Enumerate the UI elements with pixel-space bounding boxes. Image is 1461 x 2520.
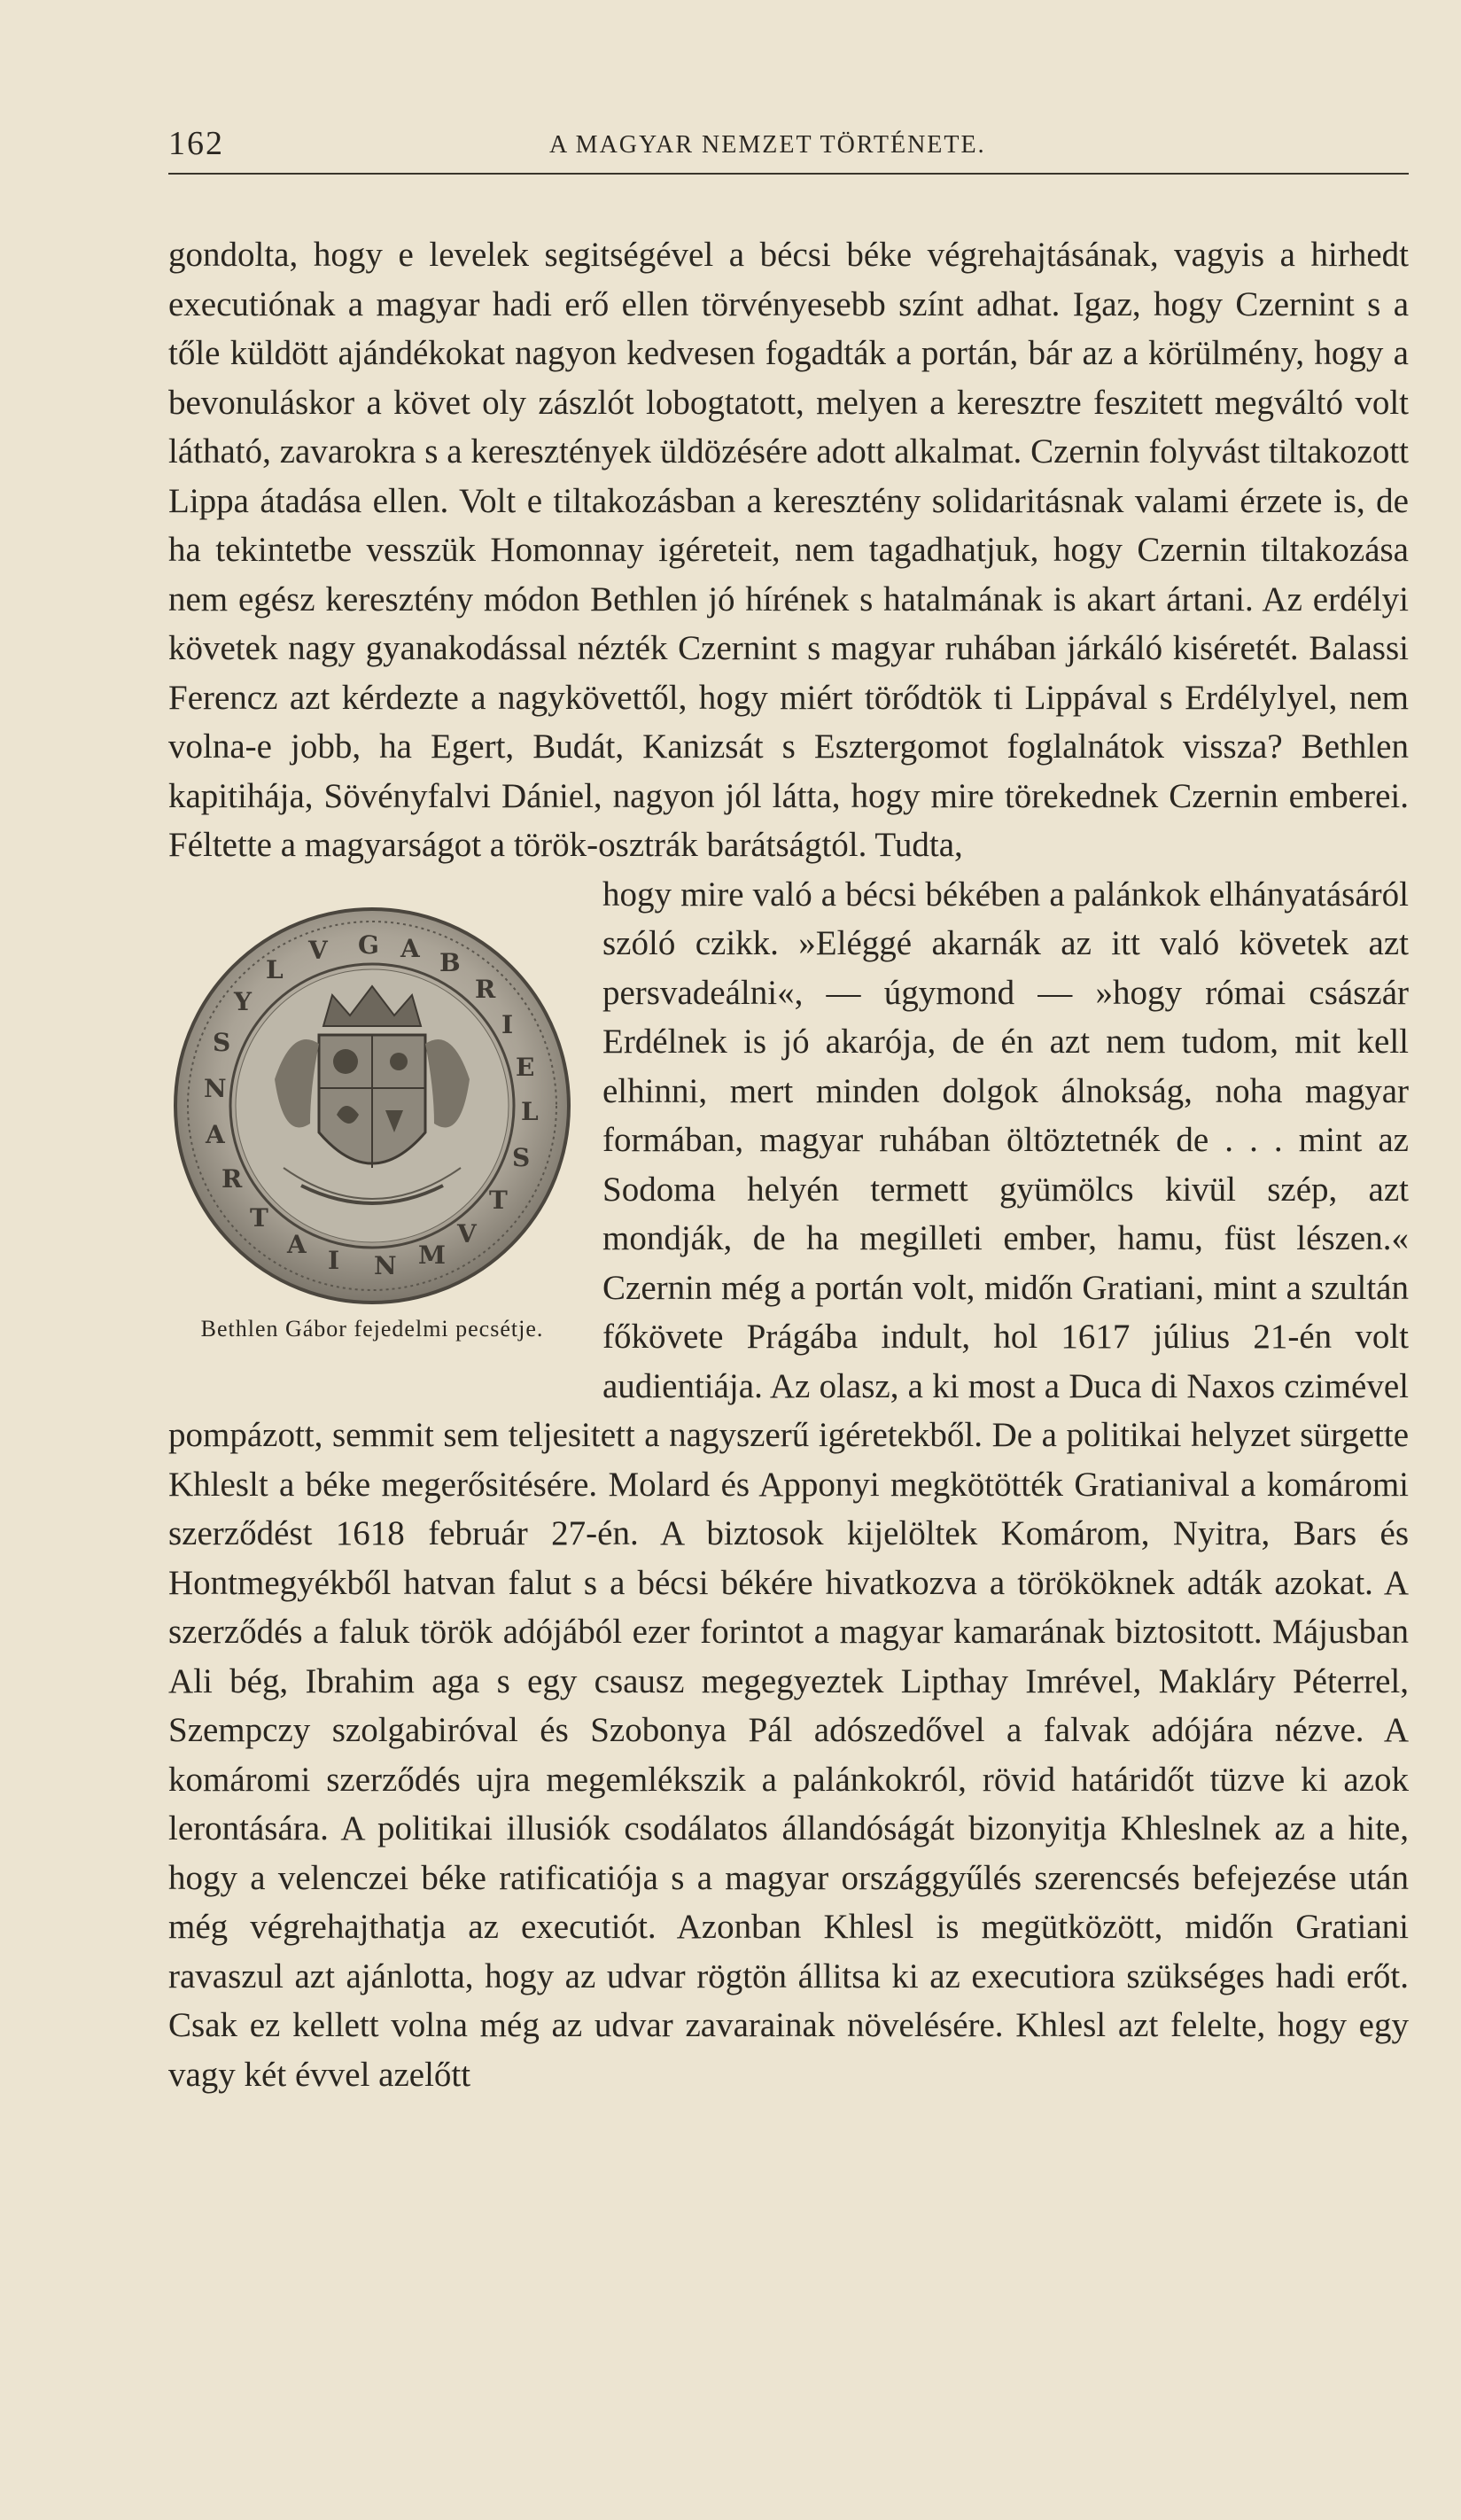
seal-image [168, 902, 576, 1310]
svg-text:I: I [501, 1009, 514, 1039]
svg-text:I: I [328, 1245, 340, 1275]
svg-text:N: N [204, 1073, 227, 1103]
svg-text:A: A [206, 1119, 225, 1149]
body-text [168, 230, 1409, 2099]
svg-text:Y: Y [234, 986, 252, 1016]
svg-text:M: M [418, 1240, 446, 1270]
svg-text:A: A [287, 1229, 307, 1259]
running-title: A MAGYAR NEMZET TÖRTÉNETE. [549, 131, 986, 159]
svg-text:L: L [266, 954, 284, 984]
svg-text:R: R [221, 1163, 243, 1194]
svg-text:T: T [489, 1185, 508, 1215]
svg-text:B: B [439, 947, 461, 977]
svg-text:S: S [512, 1142, 531, 1172]
svg-text:V: V [457, 1218, 477, 1248]
seal-figure [168, 870, 585, 1384]
paragraph-1: gondolta, hogy e levelek segitségével a bécsi béke végrehajtásának, vagyis a hirhedt executiónak a magyar hadi erő ellen törvényesebb színt adhat. Igaz, hogy Czernint s a tőle küldött ajándékokat nagyon kedvesen fogadták a portán, bár az a körülmény, hogy a bevonuláskor a követ oly zászlót lobogtatott, melyen a keresztre feszitett megváltó volt látható, zavarokra s a keresztények üldözésére adott alkalmat. Czernin folyvást tiltakozott Lippa átadása ellen. Volt e tiltakozásban a keresztény solidaritásnak valami érzete is, de ha tekintetbe vesszük Homonnay igéreteit, nem tagadhatjuk, hogy Czernin tiltakozása nem egész keresztény módon Bethlen jó hírének s hatalmának is akart ártani. Az erdélyi követek nagy gyanakodással nézték Czernint s magyar ruhában járkáló kiséretét. Balassi Ferencz azt kérdezte a nagykövettől, hogy miért törődtök ti Lippával s Erdélylyel, nem volna-e jobb, ha Egert, Budát, Kanizsát s Esztergomot foglalnátok vissza? Bethlen kapitihája, Sövényfalvi Dániel, nagyon jól látta, hogy mire törekednek Czernin emberei. Féltette a magyarságot a török-osztrák barátságtól. Tudta, [168, 236, 1409, 864]
svg-text:V: V [308, 935, 328, 965]
svg-text:T: T [250, 1202, 268, 1233]
page-number: 162 [168, 125, 224, 162]
page-header [168, 124, 1409, 177]
header-rule [168, 173, 1409, 175]
seal-icon [168, 902, 576, 1310]
svg-text:G: G [358, 929, 379, 960]
svg-text:R: R [475, 974, 496, 1004]
svg-text:N: N [374, 1250, 397, 1280]
svg-text:S: S [213, 1027, 231, 1057]
svg-text:L: L [521, 1096, 539, 1126]
seal-caption: Bethlen Gábor fejedelmi pecsétje. [200, 1315, 544, 1342]
svg-text:A: A [400, 933, 420, 963]
svg-text:E: E [516, 1052, 535, 1082]
paragraph-2: hogy mire való a bécsi békében a palánkok elhányatásáról szóló czikk. »Eléggé akarnák az itt való követek azt persvadeálni«, — úgymond — »hogy római császár Erdélnek is jó akarója, de én azt nem tudom, mit kell elhinni, mert minden dolgok álnokság, noha magyar formában, magyar ruhában öltöztetnék de . . . mint az Sodoma helyén termett gyümölcs kivül szép, azt mondják, de ha megilleti ember, hamu, füst lészen.« Czernin még a portán volt, midőn Gratiani, mint a szultán főkövete Prágába indult, hol 1617 július 21-én volt audientiája. Az olasz, a ki most a Duca di Naxos czimével pompázott, semmit sem teljesitett a nagyszerű igéretekből. De a politikai helyzet sürgette Khleslt a béke megerősitésére. Molard és Apponyi megkötötték Gratianival a komáromi szerződést 1618 február 27-én. A biztosok kijelöltek Komárom, Nyitra, Bars és Hontmegyékből hatvan falut s a bécsi békére hivatkozva a törököknek adták azokat. A szerződés a faluk török adójából ezer forintot a magyar kamarának biztositott. Májusban Ali bég, Ibrahim aga s egy csausz megegyeztek Lipthay Imrével, Makláry Péterrel, Szempczy szolgabiróval és Szobonya Pál adószedővel a falvak adójára nézve. A komáromi szerződés ujra megemlékszik a palánkokról, rövid határidőt tüzve ki azok lerontására. A politikai illusiók csodálatos állandóságát bizonyitja Khleslnek az a hite, hogy a velenczei béke ratificatiója s a magyar országgyűlés szerencsés befejezése után még végrehajthatja az executiót. Azonban Khlesl is megütközött, midőn Gratiani ravaszul azt ajánlotta, hogy az udvar rögtön állitsa ki az executiora szükséges hadi erőt. Csak ez kellett volna még az udvar zavarainak növelésére. Khlesl azt felelte, hogy egy vagy két évvel azelőtt [168, 875, 1409, 2094]
